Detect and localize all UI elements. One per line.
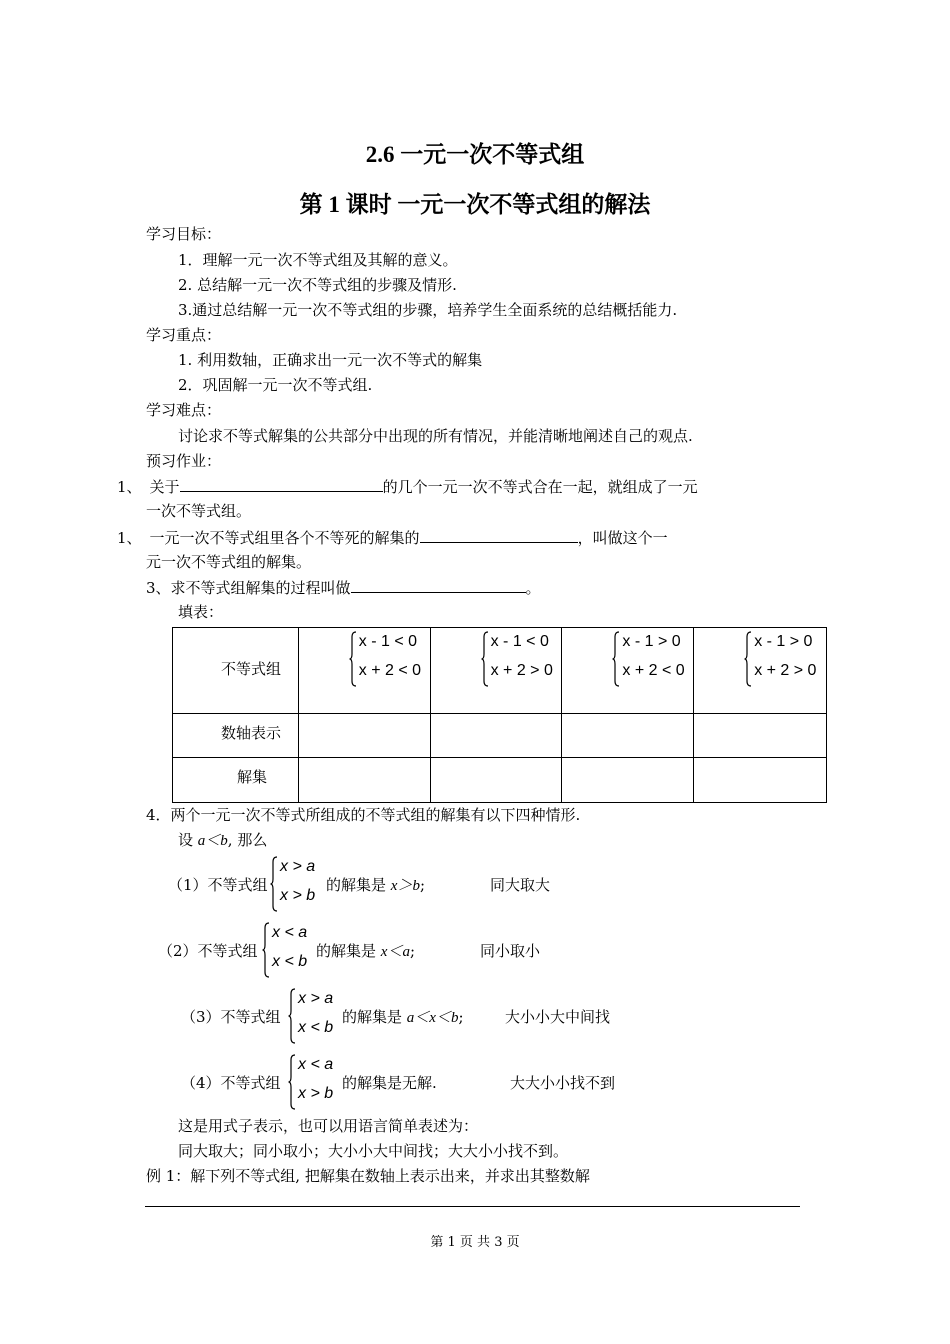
fill-blank[interactable] (180, 476, 383, 492)
case-result: 的解集是 x＞b; (326, 876, 426, 894)
inequality-row: x - 1 > 0 (622, 633, 681, 650)
summary-rules: 同大取大；同小取小；大小小大中间找；大大小小找不到。 (178, 1142, 569, 1160)
inequality-system-cell (562, 628, 694, 714)
difficulty-heading: 学习难点： (146, 401, 222, 419)
question-2: 1、 一元一次不等式组里各个不等死的解集的 ，叫做这个一 (117, 529, 668, 547)
inequality-row: x > b (298, 1085, 334, 1102)
inequality-system-cell (430, 628, 562, 714)
fill-table (172, 627, 827, 803)
goal-item: 2. 总结解一元一次不等式组的步骤及情形. (178, 276, 457, 294)
fill-blank[interactable] (351, 577, 526, 593)
lesson-subtitle: 第 1 课时 一元一次不等式组的解法 (299, 192, 651, 217)
row-label: 不等式组 (173, 628, 299, 714)
goal-item: 3.通过总结解一元一次不等式组的步骤，培养学生全面系统的总结概括能力. (178, 301, 678, 319)
case-rule: 同小取小 (480, 942, 541, 960)
case-result: 的解集是 a＜x＜b; (342, 1008, 464, 1026)
left-brace-icon (481, 631, 489, 687)
left-brace-icon (612, 631, 620, 687)
inequality-system-cell (298, 628, 430, 714)
inequality-system (288, 988, 343, 1044)
inequality-system (744, 631, 824, 687)
preview-heading: 预习作业： (146, 452, 222, 470)
inequality-system-cell (694, 628, 827, 714)
key-point-item: 2．巩固解一元一次不等式组. (178, 376, 373, 394)
fill-table-label: 填表： (178, 603, 224, 621)
solution-set-cell[interactable] (298, 758, 430, 803)
case-rule: 大小小大中间找 (505, 1008, 611, 1026)
fill-blank[interactable] (420, 527, 578, 543)
solution-set-cell[interactable] (694, 758, 827, 803)
inequality-row: x < a (272, 924, 308, 941)
case-rule: 同大取大 (490, 876, 551, 894)
case-label: （2）不等式组 (158, 942, 258, 960)
inequality-row: x + 2 < 0 (358, 662, 422, 679)
inequality-row: x > a (298, 990, 334, 1007)
inequality-system (612, 631, 692, 687)
case-result: 的解集是 x＜a; (316, 942, 416, 960)
case-label: （3）不等式组 (181, 1008, 281, 1026)
case-rule: 大大小小找不到 (510, 1074, 616, 1092)
left-brace-icon (288, 1054, 296, 1110)
question-3: 3、求不等式组解集的过程叫做 。 (146, 579, 541, 597)
cases-assumption: 设 a＜b, 那么 (178, 831, 268, 849)
solution-set-cell[interactable] (562, 758, 694, 803)
question-number: 1、 (117, 529, 142, 547)
inequality-row: x + 2 < 0 (622, 662, 685, 679)
question-1-cont: 一次不等式组。 (146, 502, 252, 520)
inequality-row: x < b (298, 1019, 334, 1036)
left-brace-icon (288, 988, 296, 1044)
inequality-row: x - 1 < 0 (490, 633, 549, 650)
goals-heading: 学习目标： (146, 225, 222, 243)
case-result: 的解集是无解. (342, 1074, 437, 1092)
inequality-row: x - 1 < 0 (358, 633, 418, 650)
goal-item: 1．理解一元一次不等式组及其解的意义。 (178, 251, 458, 269)
inequality-system (349, 631, 429, 687)
key-point-item: 1. 利用数轴，正确求出一元一次不等式的解集 (178, 351, 483, 369)
inequality-row: x - 1 > 0 (754, 633, 813, 650)
footer-divider (145, 1206, 800, 1207)
inequality-row: x < b (272, 953, 308, 970)
row-label: 解集 (173, 758, 299, 803)
number-line-cell[interactable] (298, 714, 430, 758)
inequality-system (288, 1054, 343, 1110)
left-brace-icon (270, 856, 278, 912)
inequality-system (481, 631, 561, 687)
page-title: 2.6 一元一次不等式组 (365, 142, 585, 167)
example-1: 例 1：解下列不等式组, 把解集在数轴上表示出来，并求出其整数解 (146, 1167, 590, 1185)
inequality-row: x < a (298, 1056, 334, 1073)
case-label: （4）不等式组 (181, 1074, 281, 1092)
inequality-row: x + 2 > 0 (754, 662, 817, 679)
solution-set-cell[interactable] (430, 758, 562, 803)
case-label: （1）不等式组 (168, 876, 268, 894)
number-line-cell[interactable] (430, 714, 562, 758)
question-number: 1、 (117, 478, 142, 496)
inequality-system (262, 922, 317, 978)
number-line-cell[interactable] (562, 714, 694, 758)
left-brace-icon (262, 922, 270, 978)
inequality-row: x + 2 > 0 (490, 662, 553, 679)
inequality-system (270, 856, 325, 912)
cases-intro: 4．两个一元一次不等式所组成的不等式组的解集有以下四种情形. (146, 806, 581, 824)
key-points-heading: 学习重点： (146, 326, 222, 344)
number-line-cell[interactable] (694, 714, 827, 758)
inequality-row: x > b (280, 887, 316, 904)
page-footer: 第 1 页 共 3 页 (430, 1235, 520, 1250)
left-brace-icon (349, 631, 357, 687)
question-1: 1、 关于 的几个一元一次不等式合在一起，就组成了一元 (117, 478, 698, 496)
inequality-row: x > a (280, 858, 316, 875)
question-2-cont: 元一次不等式组的解集。 (146, 553, 312, 571)
left-brace-icon (744, 631, 752, 687)
difficulty-text: 讨论求不等式解集的公共部分中出现的所有情况，并能清晰地阐述自己的观点. (178, 427, 693, 445)
row-label: 数轴表示 (173, 714, 299, 758)
summary-intro: 这是用式子表示，也可以用语言简单表述为： (178, 1117, 479, 1135)
